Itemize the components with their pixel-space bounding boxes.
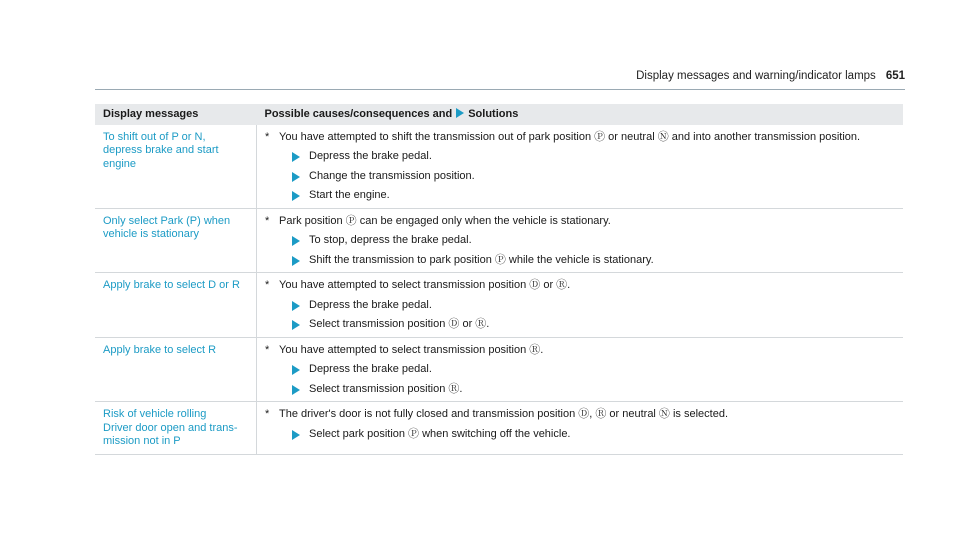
column-header-messages: Display messages <box>95 104 257 125</box>
arrow-right-icon <box>292 301 300 311</box>
display-messages-table <box>95 104 903 455</box>
solution-step <box>265 318 895 332</box>
causes-solutions-cell <box>257 402 904 455</box>
display-message-cell <box>95 125 257 209</box>
solution-step <box>265 363 895 377</box>
display-message-text: depress brake and start <box>103 144 219 156</box>
table-row <box>95 273 903 338</box>
cause-text: You have attempted to shift the transmission out of park position Ⓟ or neutral Ⓝ and into another transmission position. <box>279 130 861 143</box>
section-title: Display messages and warning/indicator lamps <box>636 70 876 82</box>
table-header-row <box>95 104 903 125</box>
solutions-label: Solutions <box>468 108 519 120</box>
cause-text: You have attempted to select transmission position Ⓡ. <box>279 343 544 356</box>
arrow-right-icon <box>292 320 300 330</box>
solution-step-text: Select transmission position Ⓓ or Ⓡ. <box>309 318 490 330</box>
display-message-text: vehicle is stationary <box>103 228 199 240</box>
display-message-cell <box>95 337 257 402</box>
cause-marker: * <box>265 130 270 143</box>
cause-text-block <box>265 408 895 422</box>
solution-step <box>265 234 895 248</box>
display-message-text: Apply brake to select D or R <box>103 279 240 291</box>
arrow-right-icon <box>456 108 464 118</box>
cause-marker: * <box>265 343 270 356</box>
cause-text: You have attempted to select transmission position Ⓓ or Ⓡ. <box>279 279 571 291</box>
solution-step <box>265 189 895 203</box>
display-message-text: engine <box>103 157 137 170</box>
solution-step <box>265 383 895 397</box>
arrow-right-icon <box>292 236 300 246</box>
solution-step-text: Shift the transmission to park position Ⓟ while the vehicle is stationary. <box>309 253 654 266</box>
display-message-text: Apply brake to select R <box>103 343 217 356</box>
solution-step-text: Start the engine. <box>309 189 390 201</box>
solution-step-text: Change the transmission position. <box>309 169 475 182</box>
solution-step <box>265 299 895 313</box>
table-row <box>95 337 903 402</box>
solution-step <box>265 428 895 442</box>
causes-solutions-cell <box>257 125 904 209</box>
arrow-right-icon <box>292 385 300 395</box>
display-message-text: To shift out of P or N, <box>103 130 206 143</box>
cause-text-block <box>265 131 895 145</box>
arrow-right-icon <box>292 256 300 266</box>
table-row <box>95 208 903 273</box>
causes-solutions-cell <box>257 337 904 402</box>
display-message-cell <box>95 273 257 338</box>
cause-marker: * <box>265 214 270 227</box>
display-message-text: mission not in P <box>103 435 181 447</box>
page-header <box>636 70 905 82</box>
arrow-right-icon <box>292 172 300 182</box>
cause-text-block <box>265 279 895 293</box>
solution-step-text: To stop, depress the brake pedal. <box>309 234 472 246</box>
display-message-cell <box>95 208 257 273</box>
causes-solutions-cell <box>257 273 904 338</box>
solution-step-text: Select park position Ⓟ when switching off the vehicle. <box>309 427 571 440</box>
solution-step-text: Depress the brake pedal. <box>309 363 432 375</box>
arrow-right-icon <box>292 191 300 201</box>
causes-label: Possible causes/consequences and <box>264 108 453 120</box>
cause-marker: * <box>265 408 270 420</box>
display-message-text: Driver door open and trans- <box>103 421 238 434</box>
solution-step-text: Depress the brake pedal. <box>309 298 432 311</box>
cause-marker: * <box>265 279 270 291</box>
cause-text-block <box>265 344 895 358</box>
solution-step <box>265 150 895 164</box>
solution-step-text: Select transmission position Ⓡ. <box>309 382 463 395</box>
arrow-right-icon <box>292 365 300 375</box>
cause-text: Park position Ⓟ can be engaged only when the vehicle is stationary. <box>279 214 611 227</box>
header-divider <box>95 89 905 90</box>
column-header-causes <box>257 104 904 125</box>
display-message-cell <box>95 402 257 455</box>
arrow-right-icon <box>292 152 300 162</box>
solution-step <box>265 170 895 184</box>
solution-step <box>265 254 895 268</box>
display-message-text: Risk of vehicle rolling <box>103 408 207 420</box>
display-message-text: Only select Park (P) when <box>103 214 231 227</box>
table-row <box>95 402 903 455</box>
solution-step-text: Depress the brake pedal. <box>309 150 432 162</box>
table-body <box>95 125 903 455</box>
page-number: 651 <box>885 70 905 82</box>
arrow-right-icon <box>292 430 300 440</box>
causes-solutions-cell <box>257 208 904 273</box>
table-row <box>95 125 903 209</box>
cause-text-block <box>265 215 895 229</box>
cause-text: The driver's door is not fully closed and transmission position Ⓓ, Ⓡ or neutral Ⓝ is selected. <box>279 408 729 420</box>
